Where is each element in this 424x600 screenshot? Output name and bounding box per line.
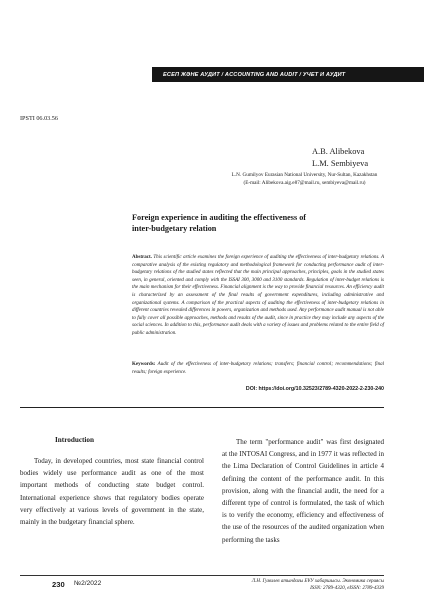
keywords-label: Keywords: <box>132 362 156 367</box>
abstract <box>132 254 384 338</box>
journal-issn: ISSN: 2789-4320, eISSN: 2789-4339 <box>310 586 384 592</box>
journal-info <box>200 578 384 592</box>
doi-link[interactable]: DOI: https://doi.org/10.32523/2789-4320-2022-2-230-240 <box>245 386 384 392</box>
section-header-bar <box>152 67 424 82</box>
author-name: A.B. Alibekova <box>312 147 365 156</box>
irstei-code: IPSTI 06.03.56 <box>20 115 58 122</box>
abstract-label: Abstract. <box>132 255 152 260</box>
journal-name: Л.Н. Гумилев атындағы ЕҰУ хабаршысы. Экономика сериясы <box>251 579 384 584</box>
page-number: 230 <box>52 580 65 589</box>
keywords-text: Audit of the effectiveness of inter-budgetary relations; transfers; financial control; recommendations; final results; foreign experience. <box>132 362 384 375</box>
article-title <box>132 212 382 234</box>
footer-divider <box>20 575 384 576</box>
article-title-line: Foreign experience in auditing the effectiveness of <box>132 213 307 222</box>
issue-number: №2/2022 <box>74 580 102 587</box>
keywords <box>132 361 384 376</box>
affiliation-university: L.N. Gumilyov Eurasian National University, Nur-Sultan, Kazakhstan <box>231 172 378 178</box>
authors <box>312 146 368 170</box>
affiliation <box>212 171 397 188</box>
introduction-heading: Introduction <box>55 436 95 444</box>
section-divider <box>20 407 384 408</box>
author-name: L.M. Sembiyeva <box>312 159 369 168</box>
section-label: ЕСЕП ЖӘНЕ АУДИТ / ACCOUNTING AND AUDIT / УЧЕТ И АУДИТ <box>163 71 346 78</box>
body-paragraph: The term "performance audit" was first designated at the INTOSAI Congress, and in 1977 it was reflected in the Lima Declaration of Control Guidelines in article 4 defining the content of the performance audit. In this provision, along with the financial audit, the need for a different type of control is formulated, the task of which is to verify the economy, efficiency and effectiveness of the use of the resources of the audited organization when performing the tasks <box>222 438 384 544</box>
introduction-paragraph: Today, in developed countries, most state financial control bodies widely use performance audit as one of the most important methods of conducting state budget control. International experience shows that regulatory bodies operate very effectively at various levels of government in the state, mainly in the budgetary financial sphere. <box>20 457 204 527</box>
article-title-line: inter-budgetary relation <box>132 224 217 233</box>
affiliation-emails: (E-mail: Alibekova.aig.e87@mail.ru, sembiyeva@mail.ru) <box>243 180 366 187</box>
abstract-text: This scientific article examines the foreign experience of auditing the effectiveness of inter-budgetary relations. A comparative analysis of the existing regulatory and methodological framework for conducting performance audit of inter-budgetary relations of the studied states reflected that the main principal approaches, principles, goals in the studied states seen, in general, oriented and comply with the ISSAI 300, 3000 and 3100 standards. Regulation of inter-budget relations is the main mechanism for their effectiveness. Financial alignment is the way to provide financial resources. An efficiency audit is characterized by an assessment of the final results of government expenditures, including administrative and organizational systems. A comparison of the practical aspects of auditing the effectiveness of inter-budgetary relations in different countries revealed differences in powers, organization and methods used. Any performance audit manual is not able to fully cover all possible approaches, methods and results of the audit, since in practice they may include any aspects of the social sciences. In addition to this, performance audit deals with a variety of issues and problems related to the entire field of public administration. <box>132 255 384 336</box>
